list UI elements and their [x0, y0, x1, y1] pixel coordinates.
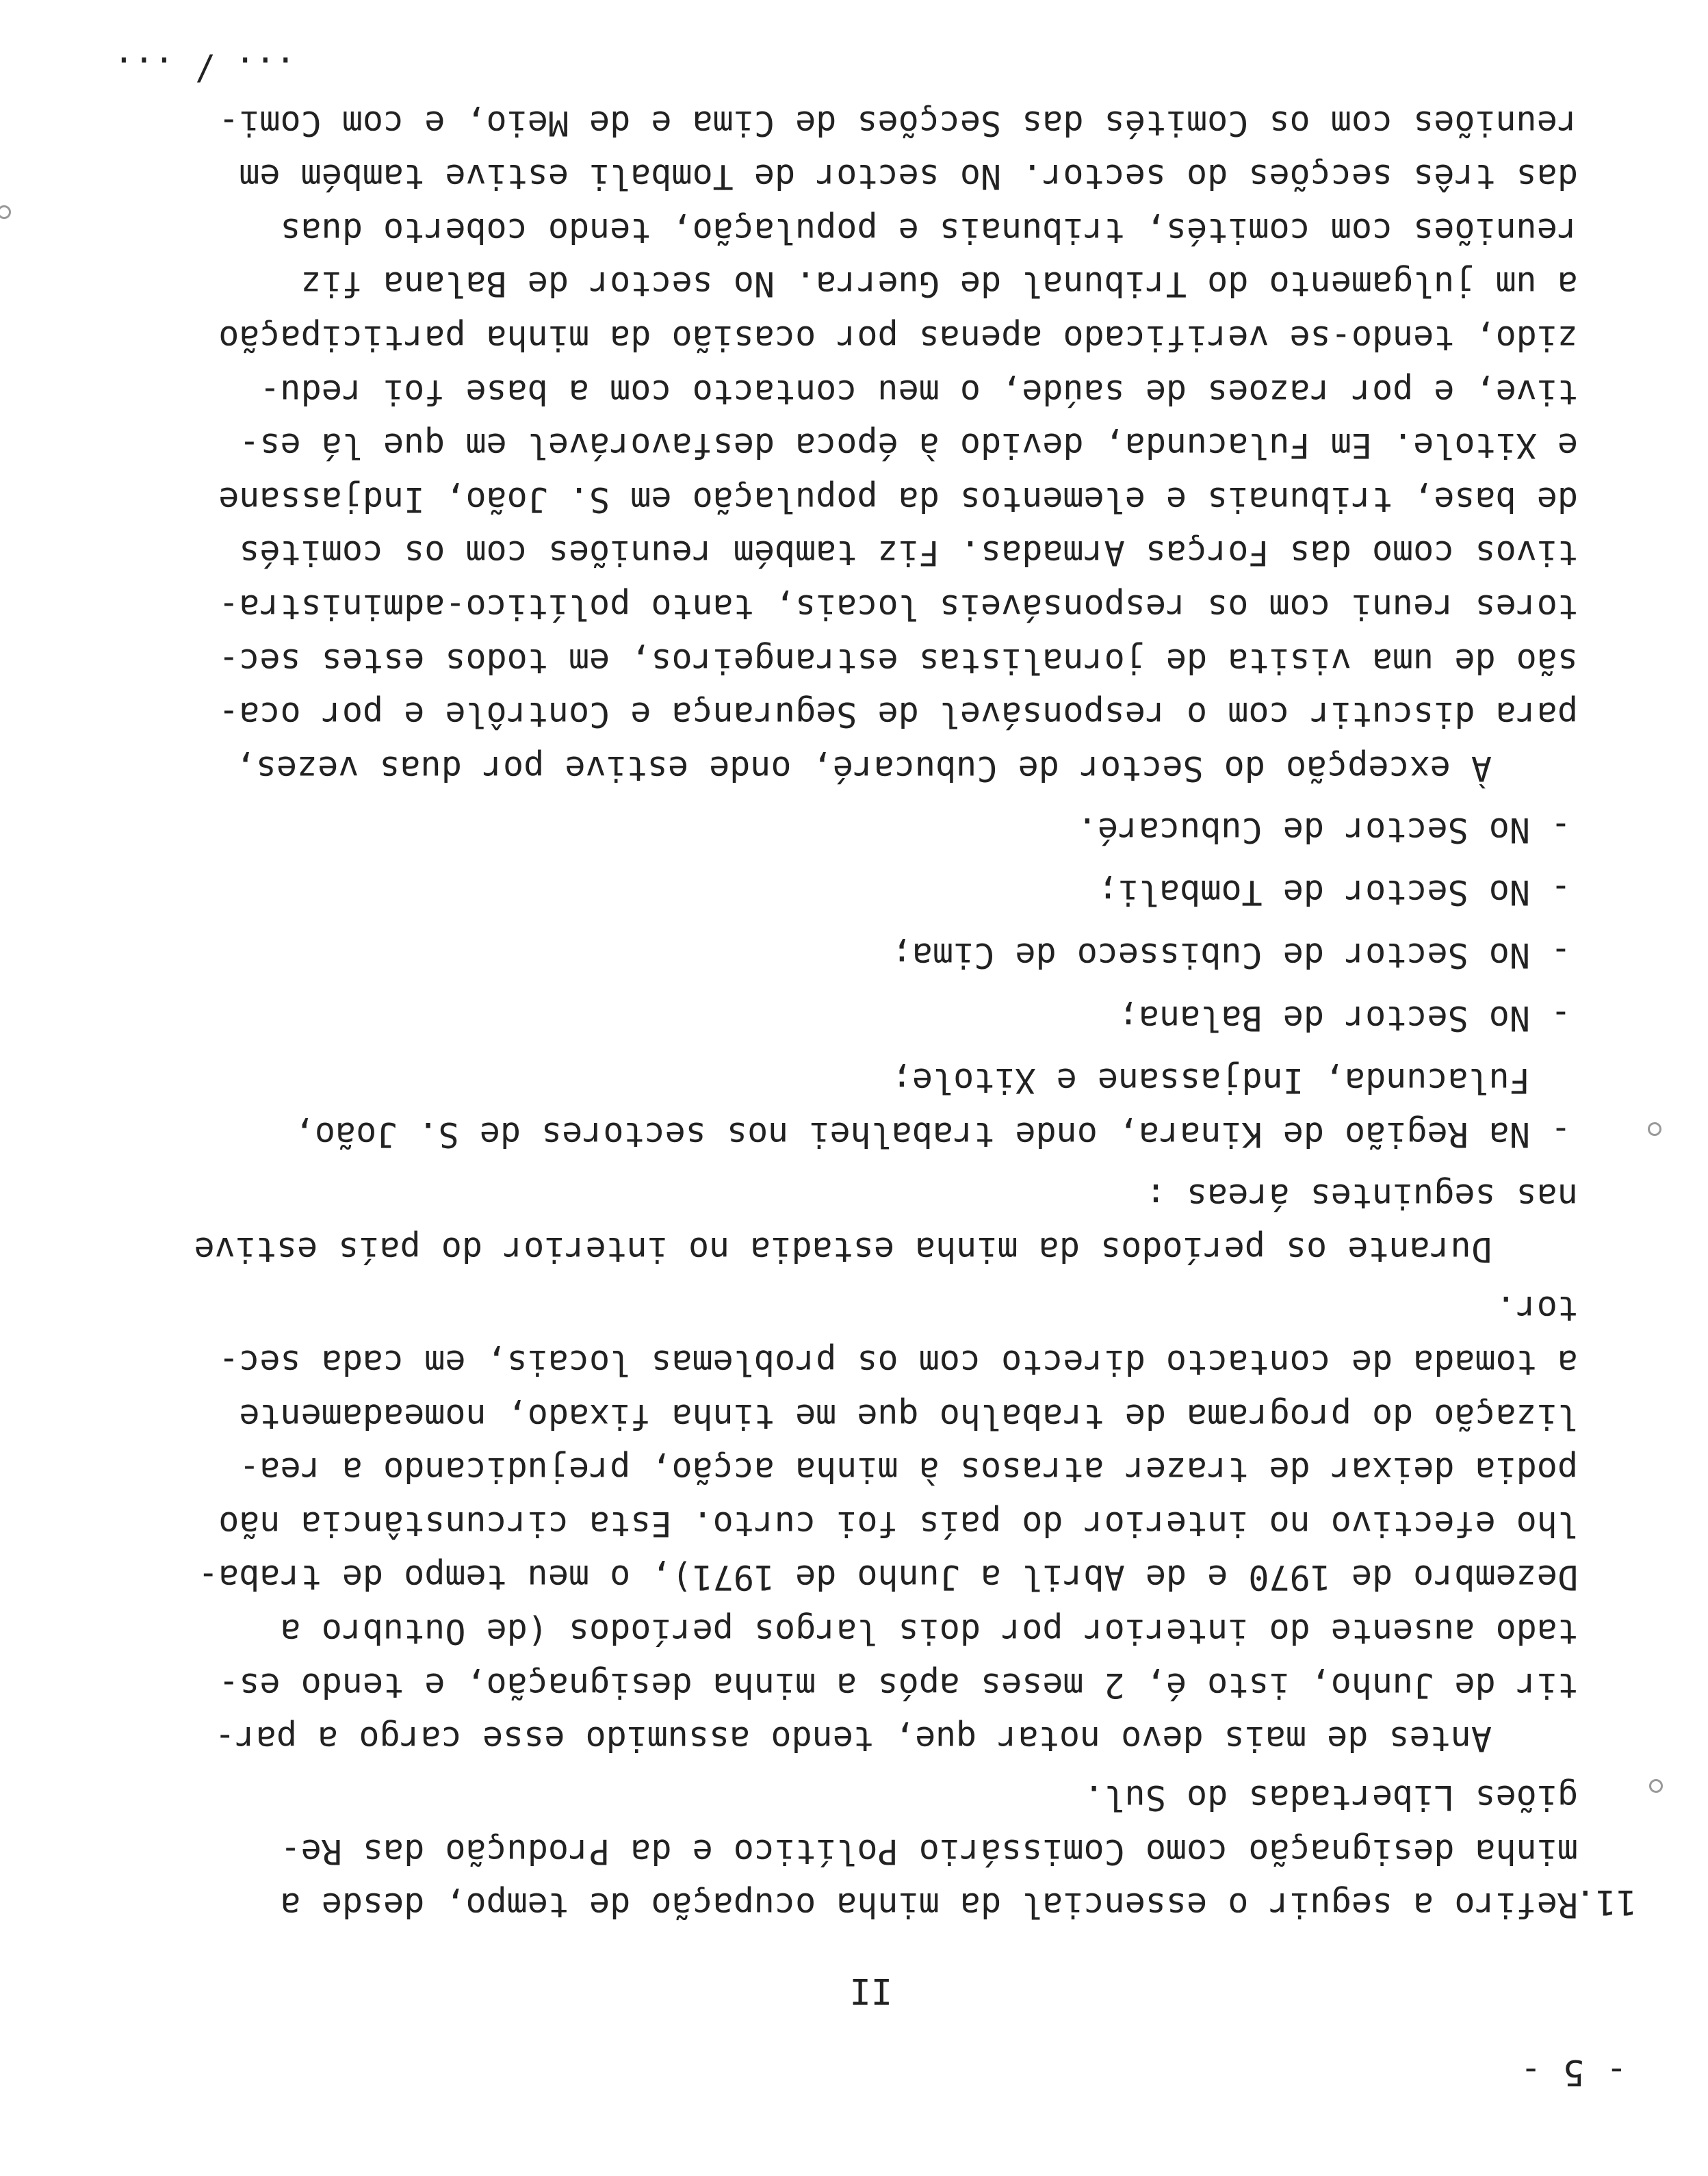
punch-hole-mark — [1649, 1779, 1663, 1793]
text-line: tivos como das Forças Armadas. Fiz também reuniões com os comités — [239, 533, 1578, 573]
paragraph-number: 11. — [1575, 1882, 1637, 1923]
text-line: Durante os períodos da minha estadia no interior do país estive — [194, 1230, 1492, 1270]
punch-hole-mark — [1648, 1122, 1661, 1136]
list-item: No Sector de Cubucaré. — [1076, 809, 1530, 850]
text-line: tor. — [1495, 1288, 1578, 1329]
text-line: Dezembro de 1970 e de Abril a Junho de 1971), o meu tempo de traba- — [198, 1557, 1578, 1598]
text-line: podia deixar de trazer atrasos à minha acção, prejudicando a rea- — [239, 1450, 1578, 1490]
text-line: tores reuni com os responsáveis locais, tanto político-administra- — [218, 587, 1578, 627]
list-item: No Sector de Cubisseco de Cima; — [891, 935, 1530, 975]
text-line: são de uma visita de jornalistas estrangeiros, em todos estes sec- — [218, 640, 1578, 681]
list-item: Na Região de Kinara, onde trabalhei nos sectores de S. João, — [294, 1115, 1530, 1154]
text-line: zido, tendo-se verificado apenas por ocasião da minha participação — [218, 318, 1578, 359]
list-dash: - — [1550, 1112, 1571, 1152]
text-line: lização do programa de trabalho que me tinha fixado, nomeadamente — [239, 1396, 1578, 1436]
text-line: tir de Junho, isto é, 2 meses após a minha designação, e tendo es- — [218, 1665, 1578, 1705]
list-item: No Sector de Tombali; — [1097, 872, 1530, 913]
section-heading: II — [849, 1969, 892, 2011]
text-line: lho efectivo no interior do país foi curto. Esta circunstância não — [218, 1503, 1578, 1544]
text-line: a tomada de contacto directo com os problemas locais, em cada sec- — [218, 1343, 1578, 1383]
list-dash: - — [1550, 807, 1571, 847]
list-dash: - — [1550, 995, 1571, 1035]
text-line: giões Libertadas do Sul. — [1083, 1778, 1578, 1818]
text-line: e Xitole. Em Fulacunda, devido à época desfavorável em que lá es- — [239, 426, 1578, 466]
list-item: No Sector de Balana; — [1117, 998, 1530, 1038]
text-line: tive, e por razoes de saúde, o meu contacto com a base foi redu- — [259, 372, 1578, 412]
text-line: Antes de mais devo notar que, tendo assumido esse cargo a par- — [214, 1719, 1492, 1759]
continuation-marker: ... / ... — [113, 49, 296, 90]
page-number: - 5 - — [1520, 2051, 1627, 2093]
text-line: a um julgamento do Tribunal de Guerra. No sector de Balana fiz — [300, 264, 1578, 305]
text-line: para discutir com o responsável de Segurança e Contrôle e por oca- — [218, 695, 1578, 735]
text-line: nas seguintes áreas : — [1145, 1176, 1578, 1216]
list-dash: - — [1550, 870, 1571, 910]
text-line: tado ausente do interior por dois largos períodos (de Outubro a — [280, 1611, 1578, 1651]
text-line: Refiro a seguir o essencial da minha ocupação de tempo, desde a — [280, 1885, 1578, 1926]
text-line: minha designação como Comissário Político e da Produção das Re- — [280, 1831, 1578, 1871]
punch-hole-mark — [0, 205, 11, 219]
text-line: reuniões com comités, tribunais e população, tendo coberto duas — [280, 210, 1578, 250]
list-dash: - — [1550, 933, 1571, 972]
text-line: de base, tribunais e elementos da população em S. João, Indjassane — [218, 479, 1578, 519]
list-item: Fulacunda, Indjassane e Xitole; — [891, 1061, 1530, 1101]
text-line: das três secções do sector. No sector de Tombali estive também em — [239, 157, 1578, 197]
text-line: À excepção do Sector de Cubucaré, onde estive por duas vezes, — [235, 748, 1492, 788]
text-line: reuniões com os Comités das Secções de Cima e de Meio, e com Comi- — [218, 103, 1578, 143]
